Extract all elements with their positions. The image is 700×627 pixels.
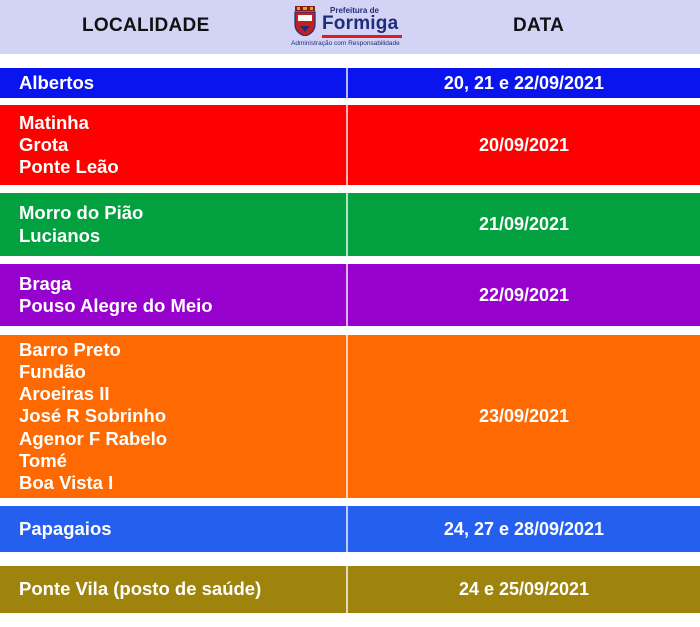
date-cell: [348, 566, 700, 613]
schedule-row-ponte-vila: [0, 566, 700, 613]
date-cell: [348, 335, 700, 498]
date-text: 23/09/2021: [478, 406, 570, 426]
locality-cell: [0, 566, 348, 613]
locality-cell: [0, 335, 348, 498]
date-cell: [348, 506, 700, 552]
logo-tagline: Administração com Responsabilidade: [291, 40, 400, 47]
logo-underline: [322, 35, 402, 38]
locality-name: Fundão: [19, 360, 86, 382]
date-text: 20/09/2021: [478, 134, 570, 155]
date-text: 24, 27 e 28/09/2021: [443, 518, 605, 539]
date-cell: [348, 105, 700, 185]
schedule-row-barro-preto: [0, 335, 700, 498]
table-header: [0, 0, 700, 54]
date-cell: [348, 264, 700, 326]
locality-name: Papagaios: [19, 517, 112, 539]
localidade-column-header: LOCALIDADE: [82, 15, 210, 36]
date-cell: [348, 68, 700, 98]
schedule-row-albertos: [0, 68, 700, 98]
locality-name: Tomé: [19, 449, 67, 471]
locality-name: Braga: [19, 272, 72, 294]
date-text: 22/09/2021: [478, 284, 570, 305]
locality-name: Ponte Vila (posto de saúde): [19, 578, 262, 600]
date-cell: [348, 193, 700, 256]
logo-brand-text: Formiga: [322, 13, 399, 34]
city-crest-icon: [292, 6, 318, 36]
locality-name: Matinha: [19, 111, 89, 133]
locality-cell: [0, 264, 348, 326]
locality-name: Barro Preto: [19, 338, 121, 360]
locality-name: Aroeiras II: [19, 383, 110, 405]
logo-prefeitura-text: Prefeitura de: [330, 6, 379, 15]
schedule-row-braga: [0, 264, 700, 326]
locality-name: Grota: [19, 133, 69, 155]
locality-cell: [0, 193, 348, 256]
formiga-logo: [290, 4, 408, 50]
locality-cell: [0, 68, 348, 98]
locality-cell: [0, 506, 348, 552]
locality-name: Ponte Leão: [19, 156, 119, 178]
data-column-header: DATA: [513, 15, 565, 36]
locality-name: Pouso Alegre do Meio: [19, 295, 213, 316]
schedule-row-matinha: [0, 105, 700, 185]
schedule-row-papagaios: [0, 506, 700, 552]
locality-name: Lucianos: [19, 224, 101, 246]
schedule-row-morro-do-piao: [0, 193, 700, 256]
locality-cell: [0, 105, 348, 185]
locality-name: Boa Vista I: [19, 472, 114, 493]
locality-name: Agenor F Rabelo: [19, 427, 168, 449]
locality-name: José R Sobrinho: [19, 405, 166, 427]
date-text: 20, 21 e 22/09/2021: [443, 72, 605, 93]
locality-name: Morro do Pião: [19, 202, 144, 224]
locality-name: Albertos: [19, 71, 95, 93]
date-text: 21/09/2021: [478, 214, 570, 234]
date-text: 24 e 25/09/2021: [458, 579, 590, 599]
